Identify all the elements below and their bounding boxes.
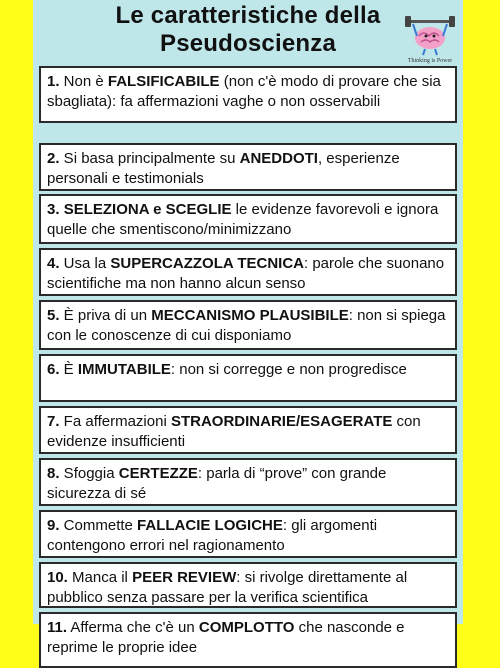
item-number: 5. [47, 307, 60, 324]
item-number: 1. [47, 73, 60, 90]
item-text: È [59, 361, 78, 378]
item-text: Si basa principalmente su [59, 150, 240, 167]
list-item [39, 194, 457, 244]
item-number: 4. [47, 255, 60, 272]
item-text: : gli argomenti contengono errori nel ragionamento [47, 517, 378, 554]
item-number: 11. [47, 619, 68, 636]
item-text: le evidenze favorevoli e ignora quelle che smentiscono/minimizzano [47, 201, 439, 238]
item-number: 7. [47, 413, 60, 430]
item-number: 8. [47, 465, 60, 482]
item-keyword: FALLACIE LOGICHE [137, 517, 283, 534]
item-keyword: IMMUTABILE [77, 361, 171, 378]
item-text: Commette [59, 517, 138, 534]
item-text: Sfoggia [59, 465, 119, 482]
item-keyword: ANEDDOTI [239, 150, 318, 167]
item-keyword: SUPERCAZZOLA TECNICA [110, 255, 304, 272]
list-item [39, 66, 457, 123]
item-text: (non c'è modo di provare che sia sbagliata): fa affermazioni vaghe o non osservabili [47, 73, 441, 110]
item-number: 10. [47, 569, 68, 586]
list-item [39, 300, 457, 350]
title-line-2: Pseudoscienza [159, 30, 336, 57]
list-item [39, 406, 457, 454]
item-text: È priva di un [59, 307, 152, 324]
item-text: che nasconde e reprime le proprie idee [47, 619, 405, 656]
item-text: Manca il [67, 569, 133, 586]
item-text: Non è [59, 73, 108, 90]
item-text: : si rivolge direttamente al pubblico senza passare per la verifica scientifica [47, 569, 408, 606]
item-keyword: COMPLOTTO [198, 619, 295, 636]
item-keyword: SELEZIONA e SCEGLIE [63, 201, 232, 218]
list-item [39, 354, 457, 402]
item-keyword: FALSIFICABILE [107, 73, 220, 90]
item-text: : parole che suonano scientifiche ma non hanno alcun senso [47, 255, 445, 292]
item-text: : non si spiega con le conoscenze di cui disponiamo [47, 307, 446, 344]
header [33, 0, 463, 66]
item-number: 2. [47, 150, 60, 167]
item-text: : non si corregge e non progredisce [170, 361, 407, 378]
list-item [39, 143, 457, 191]
list-item [39, 510, 457, 558]
item-text: Usa la [59, 255, 111, 272]
item-number: 6. [47, 361, 60, 378]
list-item [39, 562, 457, 608]
list-item [39, 458, 457, 506]
item-text: Afferma che c'è un [67, 619, 199, 636]
list-item [39, 248, 457, 296]
item-keyword: CERTEZZE [118, 465, 198, 482]
list-item [39, 612, 457, 668]
item-text: : parla di “prove” con grande sicurezza di sé [47, 465, 387, 502]
page-title [33, 2, 463, 58]
item-text: Fa affermazioni [59, 413, 171, 430]
item-keyword: STRAORDINARIE/ESAGERATE [170, 413, 393, 430]
item-number: 9. [47, 517, 60, 534]
logo-text: Thinking is Power [407, 58, 453, 64]
title-line-1: Le caratteristiche della [115, 2, 381, 29]
item-number: 3. [47, 201, 60, 218]
item-keyword: PEER REVIEW [132, 569, 237, 586]
item-text: con evidenze insufficienti [47, 413, 421, 450]
item-text: , esperienze personali e testimonials [47, 150, 400, 187]
brain-lifting-icon [401, 14, 459, 56]
thinking-is-power-logo [401, 14, 459, 64]
infographic-board [33, 0, 463, 656]
item-keyword: MECCANISMO PLAUSIBILE [151, 307, 349, 324]
